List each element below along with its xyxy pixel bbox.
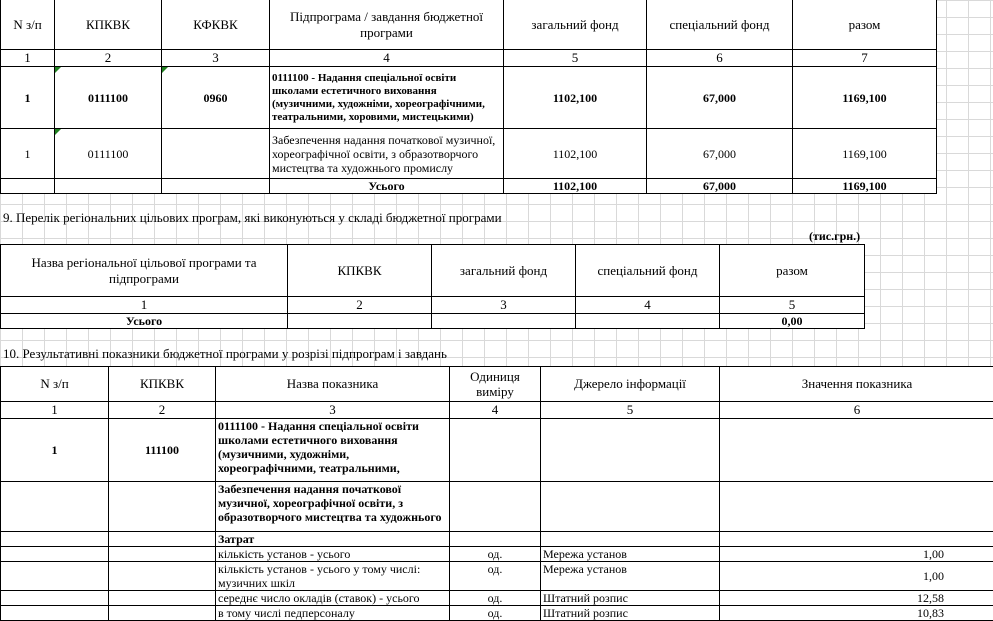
cell-unit: од.	[450, 562, 541, 591]
cell-value: 1,00	[720, 547, 993, 562]
header-n: N з/п	[1, 367, 109, 402]
col-num: 4	[270, 50, 504, 67]
group-label: Затрат	[216, 532, 450, 547]
col-num: 1	[1, 50, 55, 67]
cell-unit: од.	[450, 591, 541, 606]
total-label: Усього	[1, 314, 288, 329]
cell-program-name: 0111100 - Надання спеціальної освіти школами естетичного виховання (музичними, художніми, хореографічними, театральними,	[216, 419, 450, 482]
header-general-fund: загальний фонд	[504, 0, 647, 50]
col-num: 2	[288, 297, 432, 314]
col-num: 4	[576, 297, 720, 314]
col-num: 6	[647, 50, 793, 67]
header-total: разом	[720, 245, 865, 297]
cell-source: Мережа установ	[541, 547, 720, 562]
unit-label: (тис.грн.)	[809, 229, 861, 243]
col-num: 6	[720, 402, 993, 419]
col-num: 3	[432, 297, 576, 314]
header-unit: Одиниця виміру	[450, 367, 541, 402]
cell-kfkvk: 0960	[162, 67, 270, 129]
cell-special-fund: 67,000	[647, 67, 793, 129]
total-sum: 1169,100	[793, 179, 937, 194]
indicators-table	[0, 366, 993, 621]
group-row	[1, 532, 993, 547]
cell-subprogram: Забезпечення надання початкової музичної, хореографічної освіти, з образотворчого мистецтва та художнього промислу	[270, 129, 504, 179]
cell-indicator: кількість установ - усього у тому числі: музичних шкіл	[216, 562, 450, 591]
table-row	[1, 482, 993, 532]
header-special-fund: спеціальний фонд	[576, 245, 720, 297]
col-num: 7	[793, 50, 937, 67]
total-value: 0,00	[720, 314, 865, 329]
cell-indicator: середнє число окладів (ставок) - усього	[216, 591, 450, 606]
col-num: 5	[541, 402, 720, 419]
col-num: 3	[216, 402, 450, 419]
regional-programs-table	[0, 244, 865, 329]
cell-n: 1	[1, 67, 55, 129]
cell-kpkvk: 0111100	[55, 67, 162, 129]
header-source: Джерело інформації	[541, 367, 720, 402]
section-10-title: 10. Результативні показники бюджетної програми у розрізі підпрограм і завдань	[3, 346, 447, 361]
cell-task-name: Забезпечення надання початкової музичної, хореографічної освіти, з образотворчого мистецтва та художнього	[216, 482, 450, 532]
cell-total: 1169,100	[793, 67, 937, 129]
cell-source: Штатний розпис	[541, 606, 720, 621]
col-num: 2	[55, 50, 162, 67]
cell-source: Мережа установ	[541, 562, 720, 591]
section-9-title: 9. Перелік регіональних цільових програм, які виконуються у складі бюджетної програми	[3, 210, 502, 225]
total-label: Усього	[270, 179, 504, 194]
total-special-fund: 67,000	[647, 179, 793, 194]
cell-kfkvk	[162, 129, 270, 179]
header-program-name: Назва регіональної цільової програми та підпрограми	[1, 245, 288, 297]
total-row	[1, 179, 937, 194]
cell-indicator: кількість установ - усього	[216, 547, 450, 562]
col-num: 3	[162, 50, 270, 67]
header-n: N з/п	[1, 0, 55, 50]
cell-general-fund: 1102,100	[504, 129, 647, 179]
header-special-fund: спеціальний фонд	[647, 0, 793, 50]
header-kfkvk: КФКВК	[162, 0, 270, 50]
table-row	[1, 591, 993, 606]
table-row	[1, 419, 993, 482]
cell-subprogram: 0111100 - Надання спеціальної освіти школами естетичного виховання (музичними, художніми, хореографічними, театральними, хоровими, мистецькими)	[270, 67, 504, 129]
header-kpkvk: КПКВК	[55, 0, 162, 50]
col-num: 1	[1, 402, 109, 419]
table-row	[1, 67, 937, 129]
cell-kpkvk: 111100	[109, 419, 216, 482]
table-row	[1, 129, 937, 179]
cell-value: 12,58	[720, 591, 993, 606]
cell-total: 1169,100	[793, 129, 937, 179]
table-row	[1, 606, 993, 621]
cell-special-fund: 67,000	[647, 129, 793, 179]
total-general-fund: 1102,100	[504, 179, 647, 194]
cell-indicator: в тому числі педперсоналу	[216, 606, 450, 621]
header-value: Значення показника	[720, 367, 993, 402]
header-subprogram: Підпрограма / завдання бюджетної програми	[270, 0, 504, 50]
cell-source: Штатний розпис	[541, 591, 720, 606]
table-row	[1, 547, 993, 562]
total-row	[1, 314, 865, 329]
col-num: 2	[109, 402, 216, 419]
cell-n: 1	[1, 419, 109, 482]
header-general-fund: загальний фонд	[432, 245, 576, 297]
cell-value: 1,00	[720, 562, 993, 591]
header-kpkvk: КПКВК	[109, 367, 216, 402]
col-num: 1	[1, 297, 288, 314]
header-total: разом	[793, 0, 937, 50]
table-row	[1, 562, 993, 591]
header-indicator-name: Назва показника	[216, 367, 450, 402]
cell-general-fund: 1102,100	[504, 67, 647, 129]
header-kpkvk: КПКВК	[288, 245, 432, 297]
cell-kpkvk: 0111100	[55, 129, 162, 179]
cell-unit: од.	[450, 606, 541, 621]
cell-value: 10,83	[720, 606, 993, 621]
col-num: 5	[720, 297, 865, 314]
col-num: 4	[450, 402, 541, 419]
subprogram-table	[0, 0, 937, 194]
cell-n: 1	[1, 129, 55, 179]
col-num: 5	[504, 50, 647, 67]
cell-unit: од.	[450, 547, 541, 562]
